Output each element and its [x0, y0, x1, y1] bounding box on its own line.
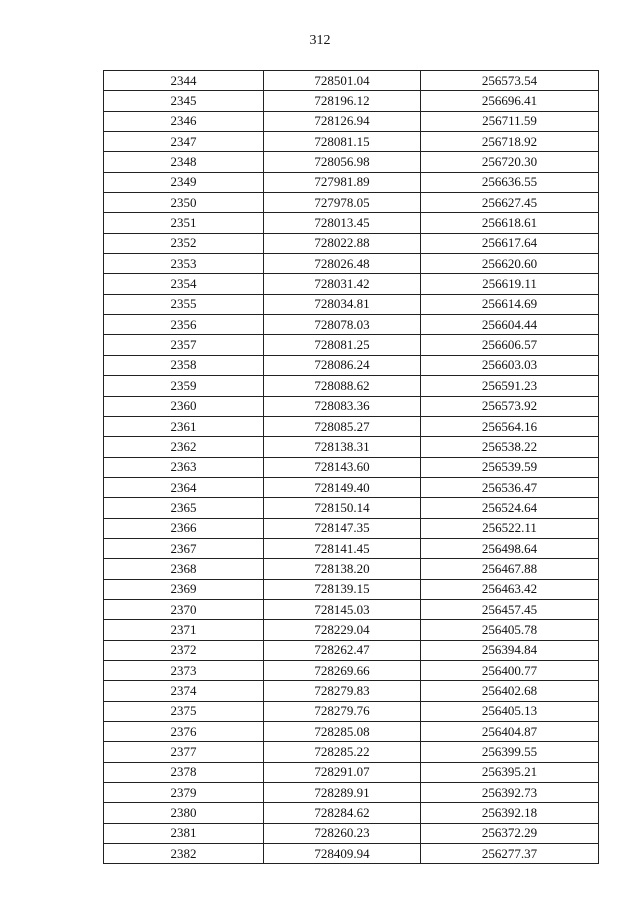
table-row: [104, 233, 599, 253]
x-coordinate-cell: 728147.35: [264, 518, 421, 538]
point-number-cell: 2377: [104, 742, 264, 762]
point-number-cell: 2348: [104, 152, 264, 172]
table-row: [104, 254, 599, 274]
table-row: [104, 457, 599, 477]
y-coordinate-cell: 256696.41: [421, 91, 599, 111]
page-number: 312: [309, 33, 331, 48]
y-coordinate-cell: 256395.21: [421, 762, 599, 782]
y-coordinate-cell: 256591.23: [421, 376, 599, 396]
x-coordinate-cell: 727978.05: [264, 193, 421, 213]
y-coordinate-cell: 256604.44: [421, 315, 599, 335]
table-row: [104, 599, 599, 619]
table-row: [104, 193, 599, 213]
point-number-cell: 2372: [104, 640, 264, 660]
point-number-cell: 2346: [104, 111, 264, 131]
y-coordinate-cell: 256392.18: [421, 803, 599, 823]
x-coordinate-cell: 728088.62: [264, 376, 421, 396]
point-number-cell: 2361: [104, 416, 264, 436]
y-coordinate-cell: 256606.57: [421, 335, 599, 355]
point-number-cell: 2364: [104, 477, 264, 497]
table-row: [104, 640, 599, 660]
table-row: [104, 783, 599, 803]
x-coordinate-cell: 728086.24: [264, 355, 421, 375]
y-coordinate-cell: 256720.30: [421, 152, 599, 172]
x-coordinate-cell: 728085.27: [264, 416, 421, 436]
point-number-cell: 2366: [104, 518, 264, 538]
x-coordinate-cell: 728285.22: [264, 742, 421, 762]
table-row: [104, 823, 599, 843]
y-coordinate-cell: 256573.92: [421, 396, 599, 416]
table-row: [104, 294, 599, 314]
x-coordinate-cell: 728026.48: [264, 254, 421, 274]
point-number-cell: 2367: [104, 538, 264, 558]
point-number-cell: 2370: [104, 599, 264, 619]
x-coordinate-cell: 728013.45: [264, 213, 421, 233]
point-number-cell: 2362: [104, 437, 264, 457]
y-coordinate-cell: 256718.92: [421, 132, 599, 152]
y-coordinate-cell: 256394.84: [421, 640, 599, 660]
x-coordinate-cell: 728150.14: [264, 498, 421, 518]
point-number-cell: 2359: [104, 376, 264, 396]
table-row: [104, 660, 599, 680]
table-row: [104, 803, 599, 823]
table-row: [104, 91, 599, 111]
table-row: [104, 71, 599, 91]
table-row: [104, 681, 599, 701]
x-coordinate-cell: 728034.81: [264, 294, 421, 314]
table-row: [104, 722, 599, 742]
y-coordinate-cell: 256400.77: [421, 660, 599, 680]
y-coordinate-cell: 256618.61: [421, 213, 599, 233]
x-coordinate-cell: 728284.62: [264, 803, 421, 823]
point-number-cell: 2368: [104, 559, 264, 579]
x-coordinate-cell: 728022.88: [264, 233, 421, 253]
point-number-cell: 2349: [104, 172, 264, 192]
point-number-cell: 2354: [104, 274, 264, 294]
coordinates-table-body: [104, 71, 599, 864]
table-row: [104, 355, 599, 375]
point-number-cell: 2356: [104, 315, 264, 335]
x-coordinate-cell: 728229.04: [264, 620, 421, 640]
y-coordinate-cell: 256636.55: [421, 172, 599, 192]
point-number-cell: 2355: [104, 294, 264, 314]
y-coordinate-cell: 256573.54: [421, 71, 599, 91]
x-coordinate-cell: 728083.36: [264, 396, 421, 416]
table-row: [104, 335, 599, 355]
y-coordinate-cell: 256498.64: [421, 538, 599, 558]
y-coordinate-cell: 256627.45: [421, 193, 599, 213]
x-coordinate-cell: 728285.08: [264, 722, 421, 742]
x-coordinate-cell: 728279.83: [264, 681, 421, 701]
point-number-cell: 2373: [104, 660, 264, 680]
table-row: [104, 132, 599, 152]
x-coordinate-cell: 728196.12: [264, 91, 421, 111]
point-number-cell: 2374: [104, 681, 264, 701]
y-coordinate-cell: 256405.78: [421, 620, 599, 640]
point-number-cell: 2378: [104, 762, 264, 782]
x-coordinate-cell: 728056.98: [264, 152, 421, 172]
y-coordinate-cell: 256564.16: [421, 416, 599, 436]
table-row: [104, 620, 599, 640]
y-coordinate-cell: 256614.69: [421, 294, 599, 314]
table-row: [104, 111, 599, 131]
y-coordinate-cell: 256538.22: [421, 437, 599, 457]
point-number-cell: 2379: [104, 783, 264, 803]
x-coordinate-cell: 728262.47: [264, 640, 421, 660]
x-coordinate-cell: 728143.60: [264, 457, 421, 477]
table-row: [104, 172, 599, 192]
table-row: [104, 152, 599, 172]
y-coordinate-cell: 256522.11: [421, 518, 599, 538]
y-coordinate-cell: 256405.13: [421, 701, 599, 721]
table-row: [104, 315, 599, 335]
x-coordinate-cell: 728138.31: [264, 437, 421, 457]
table-row: [104, 213, 599, 233]
point-number-cell: 2358: [104, 355, 264, 375]
x-coordinate-cell: 728141.45: [264, 538, 421, 558]
table-row: [104, 701, 599, 721]
table-row: [104, 579, 599, 599]
y-coordinate-cell: 256457.45: [421, 599, 599, 619]
point-number-cell: 2352: [104, 233, 264, 253]
x-coordinate-cell: 728139.15: [264, 579, 421, 599]
x-coordinate-cell: 728081.25: [264, 335, 421, 355]
y-coordinate-cell: 256463.42: [421, 579, 599, 599]
table-row: [104, 762, 599, 782]
x-coordinate-cell: 728138.20: [264, 559, 421, 579]
y-coordinate-cell: 256619.11: [421, 274, 599, 294]
y-coordinate-cell: 256467.88: [421, 559, 599, 579]
table-row: [104, 416, 599, 436]
point-number-cell: 2357: [104, 335, 264, 355]
y-coordinate-cell: 256404.87: [421, 722, 599, 742]
x-coordinate-cell: 728289.91: [264, 783, 421, 803]
point-number-cell: 2344: [104, 71, 264, 91]
x-coordinate-cell: 728126.94: [264, 111, 421, 131]
point-number-cell: 2353: [104, 254, 264, 274]
table-row: [104, 844, 599, 864]
x-coordinate-cell: 728409.94: [264, 844, 421, 864]
y-coordinate-cell: 256524.64: [421, 498, 599, 518]
table-row: [104, 437, 599, 457]
y-coordinate-cell: 256399.55: [421, 742, 599, 762]
x-coordinate-cell: 728501.04: [264, 71, 421, 91]
table-row: [104, 376, 599, 396]
point-number-cell: 2369: [104, 579, 264, 599]
y-coordinate-cell: 256711.59: [421, 111, 599, 131]
point-number-cell: 2350: [104, 193, 264, 213]
point-number-cell: 2380: [104, 803, 264, 823]
point-number-cell: 2360: [104, 396, 264, 416]
point-number-cell: 2363: [104, 457, 264, 477]
table-row: [104, 742, 599, 762]
table-row: [104, 477, 599, 497]
x-coordinate-cell: 728279.76: [264, 701, 421, 721]
point-number-cell: 2381: [104, 823, 264, 843]
point-number-cell: 2375: [104, 701, 264, 721]
point-number-cell: 2351: [104, 213, 264, 233]
point-number-cell: 2345: [104, 91, 264, 111]
table-row: [104, 396, 599, 416]
table-row: [104, 559, 599, 579]
x-coordinate-cell: 728145.03: [264, 599, 421, 619]
table-row: [104, 274, 599, 294]
y-coordinate-cell: 256536.47: [421, 477, 599, 497]
y-coordinate-cell: 256402.68: [421, 681, 599, 701]
table-row: [104, 498, 599, 518]
table-row: [104, 518, 599, 538]
coordinates-table: [103, 70, 599, 864]
point-number-cell: 2347: [104, 132, 264, 152]
x-coordinate-cell: 728149.40: [264, 477, 421, 497]
x-coordinate-cell: 728081.15: [264, 132, 421, 152]
x-coordinate-cell: 728260.23: [264, 823, 421, 843]
point-number-cell: 2371: [104, 620, 264, 640]
y-coordinate-cell: 256277.37: [421, 844, 599, 864]
point-number-cell: 2365: [104, 498, 264, 518]
y-coordinate-cell: 256539.59: [421, 457, 599, 477]
y-coordinate-cell: 256392.73: [421, 783, 599, 803]
y-coordinate-cell: 256617.64: [421, 233, 599, 253]
x-coordinate-cell: 728269.66: [264, 660, 421, 680]
y-coordinate-cell: 256603.03: [421, 355, 599, 375]
x-coordinate-cell: 727981.89: [264, 172, 421, 192]
point-number-cell: 2376: [104, 722, 264, 742]
point-number-cell: 2382: [104, 844, 264, 864]
y-coordinate-cell: 256372.29: [421, 823, 599, 843]
x-coordinate-cell: 728031.42: [264, 274, 421, 294]
y-coordinate-cell: 256620.60: [421, 254, 599, 274]
table-row: [104, 538, 599, 558]
x-coordinate-cell: 728078.03: [264, 315, 421, 335]
x-coordinate-cell: 728291.07: [264, 762, 421, 782]
